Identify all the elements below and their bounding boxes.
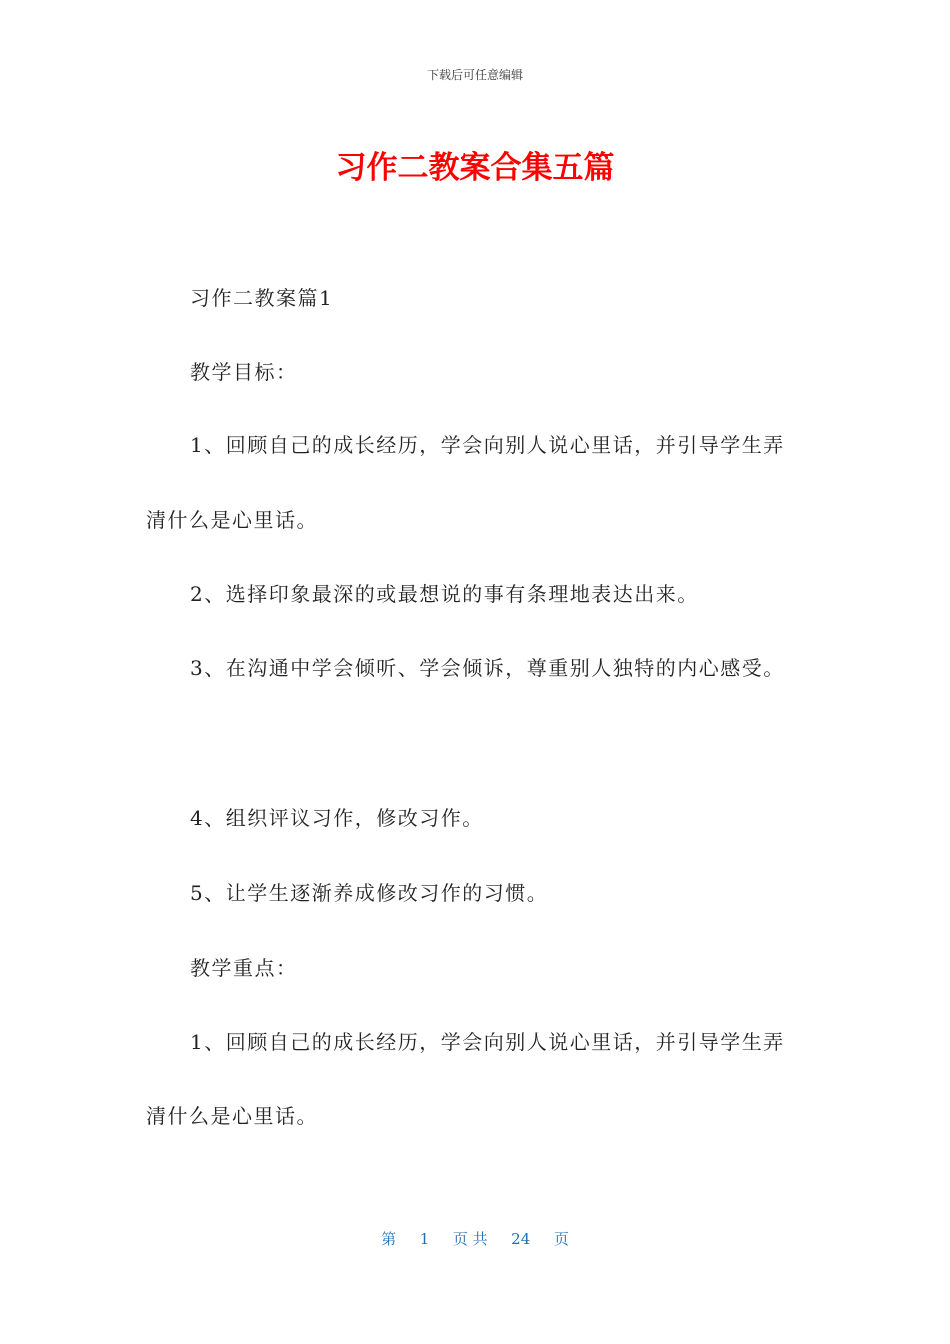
paragraph: 清什么是心里话。 [146, 1104, 318, 1128]
footer-current-page: 1 [419, 1230, 430, 1248]
footer-suffix: 页 [553, 1230, 569, 1248]
paragraph: 教学重点： [190, 956, 298, 980]
paragraph: 1、回顾自己的成长经历，学会向别人说心里话，并引导学生弄 [190, 433, 785, 457]
paragraph: 3、在沟通中学会倾听、学会倾诉，尊重别人独特的内心感受。 [190, 656, 785, 680]
paragraph: 2、选择印象最深的或最想说的事有条理地表达出来。 [190, 582, 699, 606]
section-heading: 习作二教案篇1 [190, 286, 334, 310]
footer-total-pages: 24 [511, 1230, 531, 1248]
footer-middle: 页 共 [452, 1230, 488, 1248]
page-footer [0, 1228, 950, 1249]
footer-prefix: 第 [381, 1230, 397, 1248]
paragraph: 1、回顾自己的成长经历，学会向别人说心里话，并引导学生弄 [190, 1030, 785, 1054]
paragraph: 4、组织评议习作，修改习作。 [190, 806, 484, 830]
paragraph: 清什么是心里话。 [146, 508, 318, 532]
paragraph: 教学目标： [190, 360, 298, 384]
document-title: 习作二教案合集五篇 [335, 150, 615, 186]
paragraph: 5、让学生逐渐养成修改习作的习惯。 [190, 881, 549, 905]
header-note: 下载后可任意编辑 [426, 68, 523, 82]
